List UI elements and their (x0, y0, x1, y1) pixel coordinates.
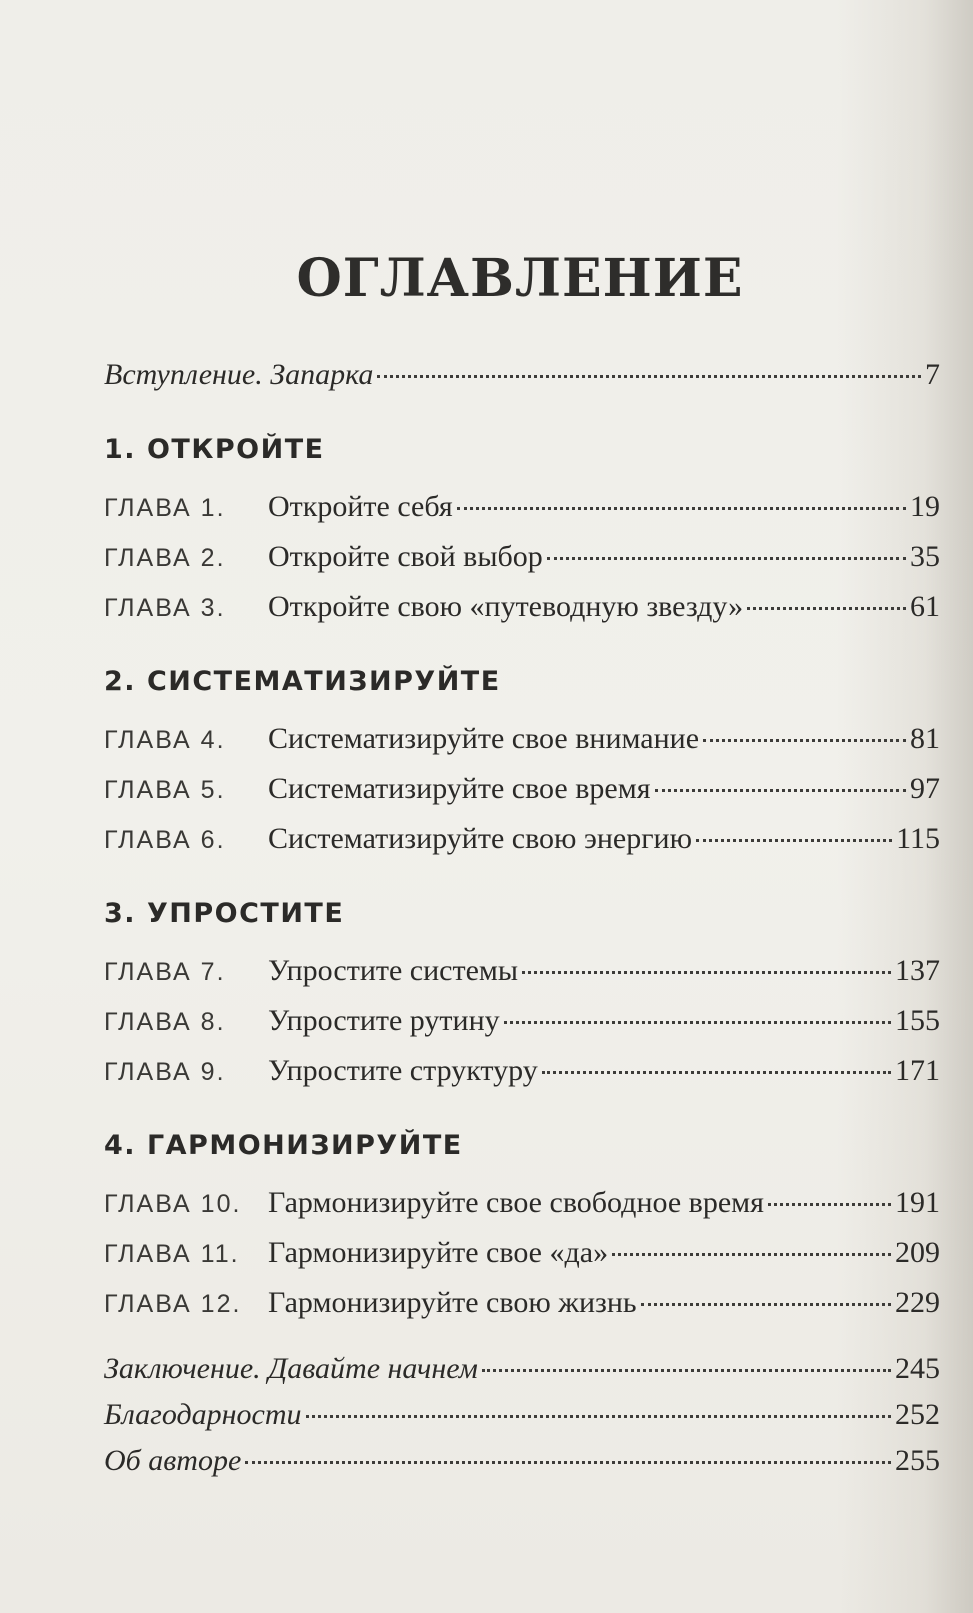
dot-leader (703, 739, 906, 742)
part-heading-1[interactable]: 1. ОТКРОЙТЕ (104, 434, 325, 465)
toc-page-number: 137 (895, 954, 940, 987)
chapter-title: Систематизируйте свое внимание (268, 722, 700, 755)
chapter-label: ГЛАВА 5. (104, 776, 226, 804)
dot-leader (655, 789, 907, 792)
toc-page-number: 81 (910, 722, 940, 755)
toc-entry-chapter-1[interactable] (104, 490, 940, 530)
toc-entry-chapter-3[interactable] (104, 590, 940, 630)
toc-page-number: 229 (895, 1286, 940, 1319)
chapter-title: Откройте свою «путеводную звезду» (268, 590, 744, 623)
chapter-title: Откройте себя (268, 490, 453, 523)
dot-leader (457, 507, 906, 510)
toc-entry-chapter-11[interactable] (104, 1236, 940, 1276)
toc-entry-chapter-5[interactable] (104, 772, 940, 812)
toc-entry-intro[interactable] (104, 358, 940, 398)
chapter-title: Упростите структуру (268, 1054, 538, 1087)
dot-leader (245, 1461, 891, 1464)
chapter-label: ГЛАВА 8. (104, 1008, 226, 1036)
toc-entry-chapter-2[interactable] (104, 540, 940, 580)
toc-entry-conclusion[interactable] (104, 1352, 940, 1392)
dot-leader (696, 839, 892, 842)
chapter-title: Гармонизируйте свое свободное время (268, 1186, 764, 1219)
dot-leader (306, 1415, 892, 1418)
dot-leader (522, 971, 891, 974)
toc-page-number: 171 (895, 1054, 940, 1087)
chapter-title: Систематизируйте свое время (268, 772, 651, 805)
chapter-label: ГЛАВА 2. (104, 544, 226, 572)
chapter-label: ГЛАВА 11. (104, 1240, 240, 1268)
chapter-title: Упростите системы (268, 954, 519, 987)
toc-entry-chapter-9[interactable] (104, 1054, 940, 1094)
part-heading-3[interactable]: 3. УПРОСТИТЕ (104, 898, 345, 929)
toc-entry-chapter-7[interactable] (104, 954, 940, 994)
toc-entry-chapter-12[interactable] (104, 1286, 940, 1326)
toc-page-number: 245 (895, 1352, 940, 1385)
chapter-label: ГЛАВА 12. (104, 1290, 242, 1318)
chapter-title: Откройте свой выбор (268, 540, 543, 573)
toc-page-number: 255 (895, 1444, 940, 1477)
toc-entry-title: Заключение. Давайте начнем (104, 1352, 478, 1385)
dot-leader (504, 1021, 891, 1024)
toc-page-number: 7 (925, 358, 940, 391)
dot-leader (482, 1369, 891, 1372)
dot-leader (612, 1253, 891, 1256)
page-title: ОГЛАВЛЕНИЕ (296, 248, 744, 309)
part-heading-2[interactable]: 2. СИСТЕМАТИЗИРУЙТЕ (104, 666, 501, 697)
chapter-label: ГЛАВА 3. (104, 594, 226, 622)
chapter-title: Гармонизируйте свое «да» (268, 1236, 609, 1269)
toc-entry-acknowledgements[interactable] (104, 1398, 940, 1438)
toc-page-number: 115 (896, 822, 940, 855)
part-heading-4[interactable]: 4. ГАРМОНИЗИРУЙТЕ (104, 1130, 463, 1161)
toc-entry-chapter-6[interactable] (104, 822, 940, 862)
chapter-label: ГЛАВА 1. (104, 494, 226, 522)
dot-leader (377, 375, 921, 378)
toc-page-number: 19 (910, 490, 940, 523)
chapter-label: ГЛАВА 9. (104, 1058, 226, 1086)
toc-entry-title: Благодарности (104, 1398, 302, 1431)
dot-leader (547, 557, 906, 560)
toc-page-number: 61 (910, 590, 940, 623)
dot-leader (768, 1203, 891, 1206)
dot-leader (641, 1303, 891, 1306)
toc-page-number: 35 (910, 540, 940, 573)
toc-entry-title: Об авторе (104, 1444, 242, 1477)
toc-page-number: 209 (895, 1236, 940, 1269)
chapter-title: Систематизируйте свою энергию (268, 822, 692, 855)
toc-entry-chapter-4[interactable] (104, 722, 940, 762)
chapter-label: ГЛАВА 10. (104, 1190, 242, 1218)
toc-entry-title: Вступление. Запарка (104, 358, 374, 391)
toc-entry-chapter-10[interactable] (104, 1186, 940, 1226)
chapter-label: ГЛАВА 6. (104, 826, 226, 854)
chapter-title: Гармонизируйте свою жизнь (268, 1286, 637, 1319)
toc-entry-about-author[interactable] (104, 1444, 940, 1484)
chapter-label: ГЛАВА 4. (104, 726, 226, 754)
toc-page-number: 191 (895, 1186, 940, 1219)
dot-leader (747, 607, 906, 610)
toc-page-number: 155 (895, 1004, 940, 1037)
chapter-title: Упростите рутину (268, 1004, 500, 1037)
toc-page-number: 252 (895, 1398, 940, 1431)
toc-entry-chapter-8[interactable] (104, 1004, 940, 1044)
chapter-label: ГЛАВА 7. (104, 958, 226, 986)
dot-leader (542, 1071, 891, 1074)
toc-page-number: 97 (910, 772, 940, 805)
